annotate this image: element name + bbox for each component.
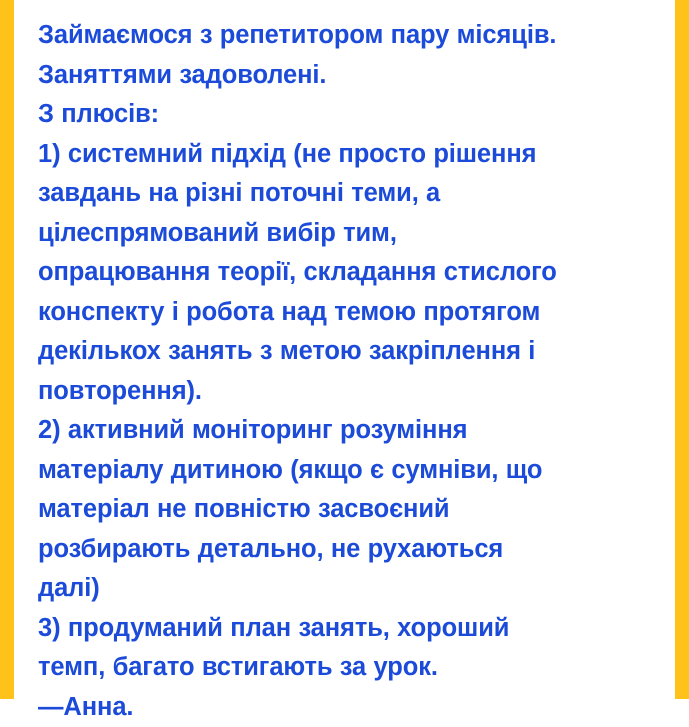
review-line: темп, багато встигають за урок. bbox=[38, 648, 653, 688]
review-line: З плюсів: bbox=[38, 95, 653, 135]
review-line: матеріал не повністю засвоєний bbox=[38, 490, 653, 530]
review-signature: —Анна. bbox=[38, 688, 653, 727]
review-line: опрацювання теорії, складання стислого bbox=[38, 253, 653, 293]
review-line: Займаємося з репетитором пару місяців. bbox=[38, 16, 653, 56]
review-line: цілеспрямований вибір тим, bbox=[38, 214, 653, 254]
review-line: 2) активний моніторинг розуміння bbox=[38, 411, 653, 451]
review-line: розбирають детально, не рухаються bbox=[38, 530, 653, 570]
review-line: повторення). bbox=[38, 372, 653, 412]
top-spacer bbox=[14, 0, 675, 16]
review-line: Заняттями задоволені. bbox=[38, 56, 653, 96]
review-line: конспекту і робота над темою протягом bbox=[38, 293, 653, 333]
review-line: декількох занять з метою закріплення і bbox=[38, 332, 653, 372]
review-line: 1) системний підхід (не просто рішення bbox=[38, 135, 653, 175]
review-line: далі) bbox=[38, 569, 653, 609]
review-line: 3) продуманий план занять, хороший bbox=[38, 609, 653, 649]
review-text-body bbox=[14, 16, 675, 727]
review-line: матеріалу дитиною (якщо є сумніви, що bbox=[38, 451, 653, 491]
review-line: завдань на різні поточні теми, а bbox=[38, 174, 653, 214]
